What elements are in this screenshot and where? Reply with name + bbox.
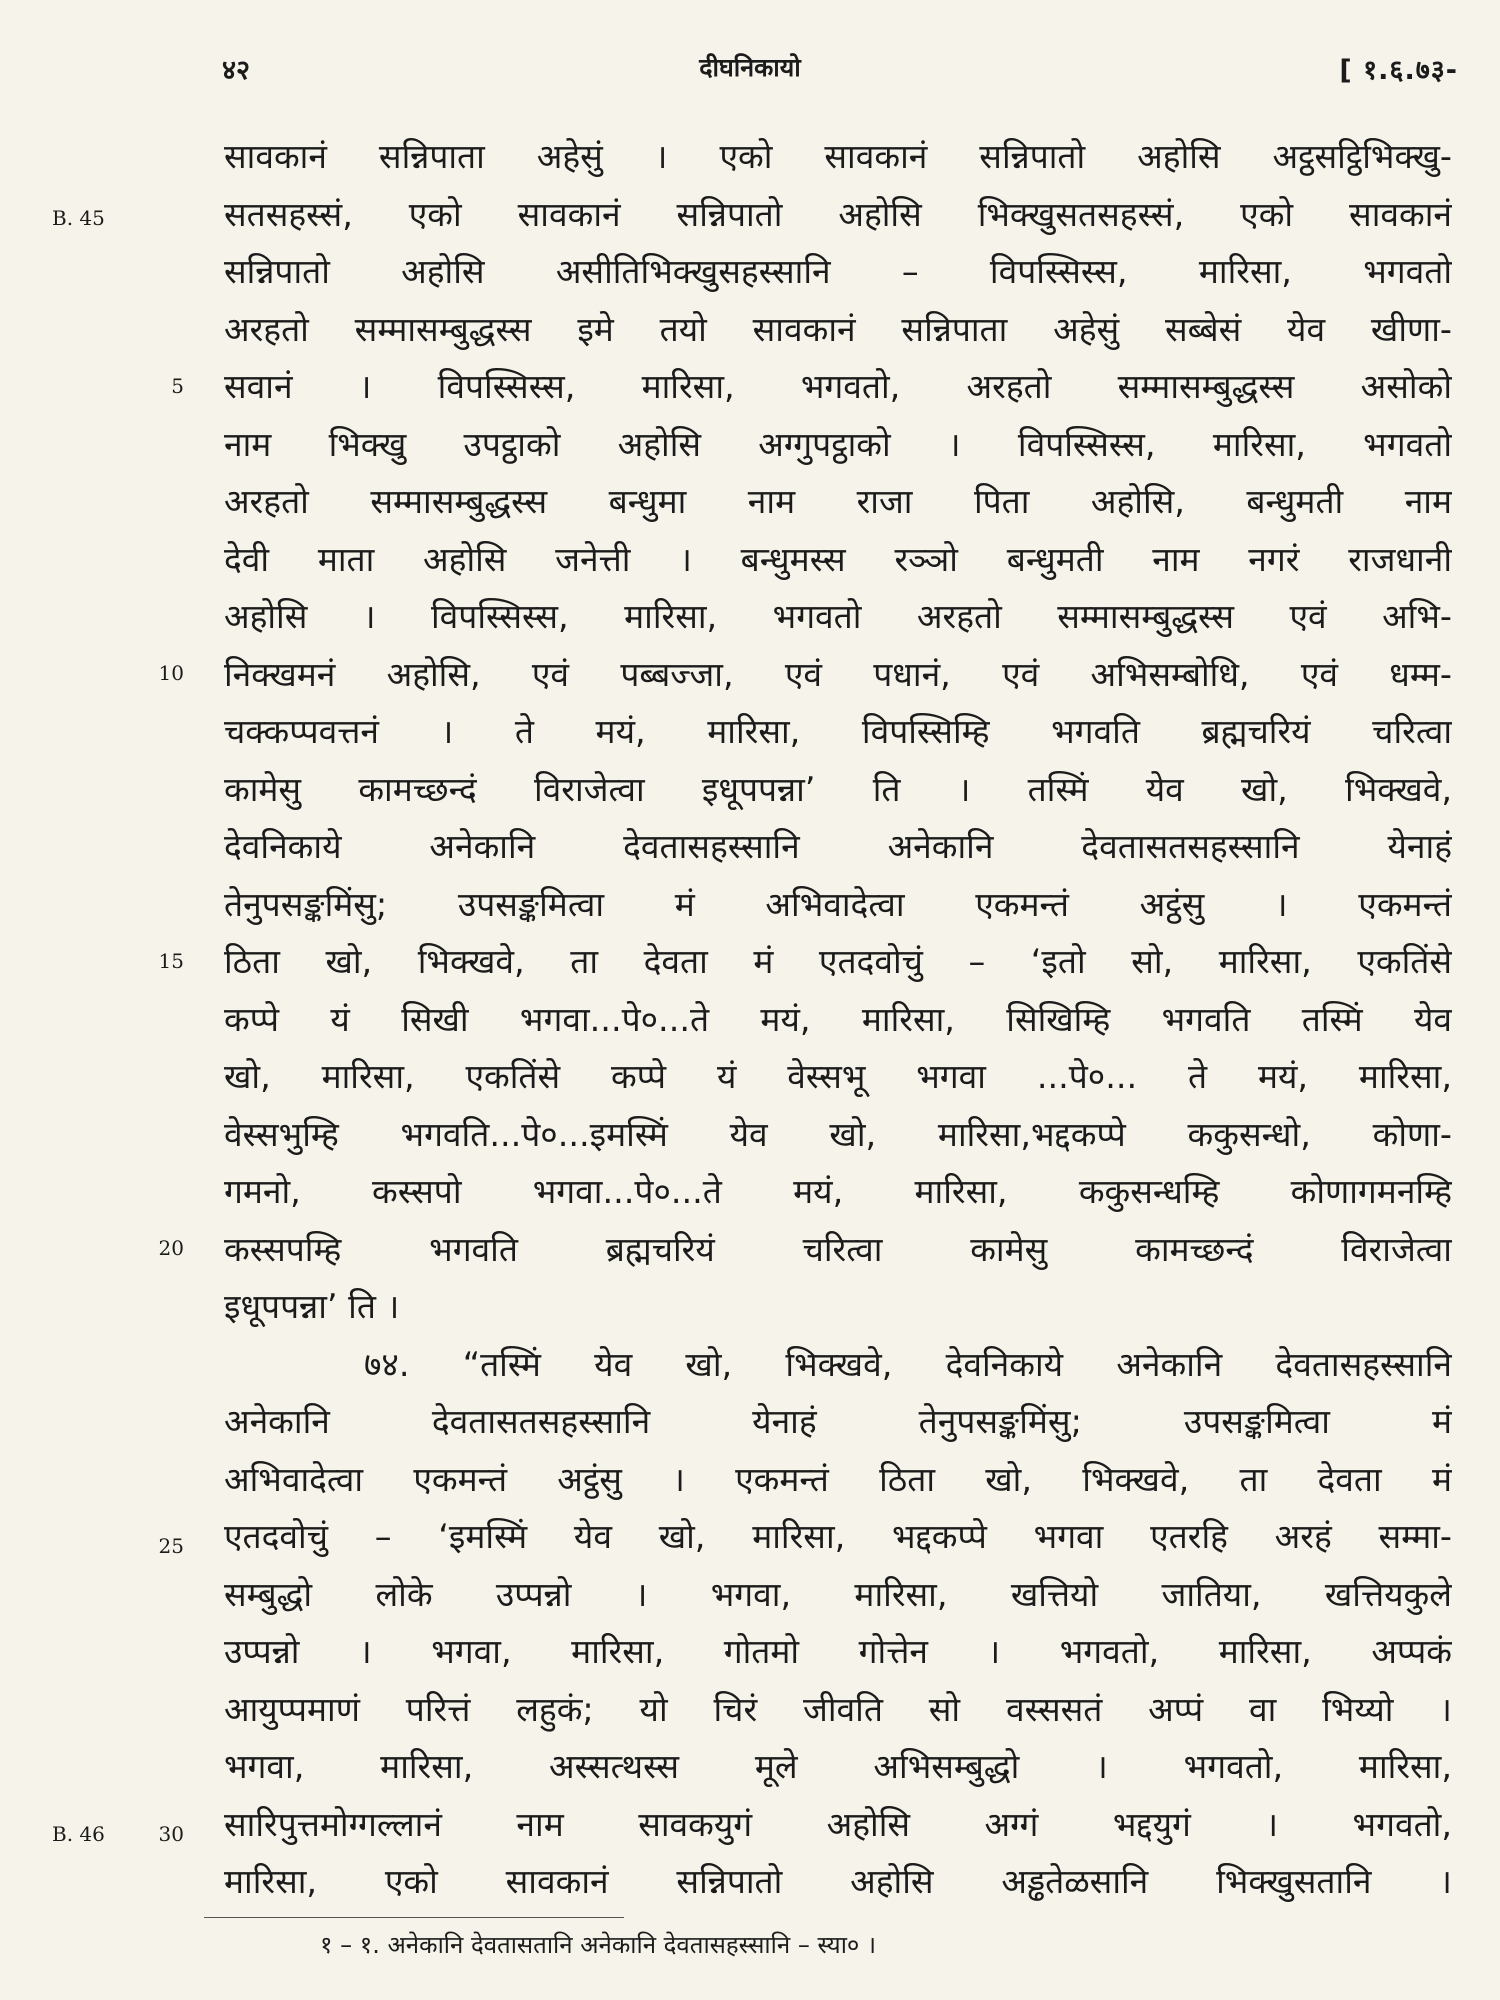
text-line: अभिवादेत्वा एकमन्तं अट्ठंसु । एकमन्तं ठिता खो, भिक्खवे, ता देवता मं — [224, 1459, 1452, 1499]
text-line: तेनुपसङ्कमिंसु; उपसङ्कमित्वा मं अभिवादेत्वा एकमन्तं अट्ठंसु । एकमन्तं — [224, 884, 1452, 924]
text-line: सम्बुद्धो लोके उप्पन्नो । भगवा, मारिसा, खत्तियो जातिया, खत्तियकुले — [224, 1574, 1452, 1614]
text-line: एतदवोचुं – ‘इमस्मिं येव खो, मारिसा, भद्दकप्पे भगवा एतरहि अरहं सम्मा- — [224, 1517, 1452, 1556]
line-number-20: 20 — [158, 1236, 184, 1260]
text-line: अनेकानि देवतासतसहस्सानि येनाहं तेनुपसङ्कमिंसु; उपसङ्कमित्वा मं — [224, 1402, 1452, 1441]
line-number-30: 30 — [158, 1822, 184, 1846]
line-number-5: 5 — [171, 374, 184, 398]
text-line: आयुप्पमाणं परित्तं लहुकं; यो चिरं जीवति सो वस्ससतं अप्पं वा भिय्यो । — [224, 1689, 1452, 1729]
line-number-25: 25 — [158, 1534, 184, 1558]
text-line: कप्पे यं सिखी भगवा...पे०...ते मयं, मारिसा, सिखिम्हि भगवति तस्मिं येव — [224, 999, 1452, 1039]
text-line: सवानं । विपस्सिस्स, मारिसा, भगवतो, अरहतो सम्मासम्बुद्धस्स असोको — [224, 367, 1452, 406]
running-title: दीघनिकायो — [699, 53, 801, 82]
text-line: भगवा, मारिसा, अस्सत्थस्स मूले अभिसम्बुद्धो । भगवतो, मारिसा, — [224, 1747, 1452, 1786]
text-line: वेस्सभुम्हि भगवति...पे०...इमस्मिं येव खो, मारिसा,भद्दकप्पे ककुसन्धो, कोणा- — [224, 1114, 1452, 1154]
text-line: सावकानं सन्निपाता अहेसुं । एको सावकानं सन्निपातो अहोसि अट्ठसट्ठिभिक्खु- — [224, 137, 1452, 176]
text-line: सारिपुत्तमोग्गल्लानं नाम सावकयुगं अहोसि अग्गं भद्दयुगं । भगवतो, — [224, 1804, 1452, 1844]
line-number-15: 15 — [158, 949, 184, 973]
text-line: निक्खमनं अहोसि, एवं पब्बज्जा, एवं पधानं, एवं अभिसम्बोधि, एवं धम्म- — [224, 654, 1452, 694]
text-line: सतसहस्सं, एको सावकानं सन्निपातो अहोसि भिक्खुसतसहस्सं, एको सावकानं — [224, 194, 1452, 234]
footnote-rule — [204, 1917, 624, 1918]
text-line: अरहतो सम्मासम्बुद्धस्स बन्धुमा नाम राजा पिता अहोसि, बन्धुमती नाम — [224, 482, 1452, 521]
paragraph-74-start: ७४. “तस्मिं येव खो, भिक्खवे, देवनिकाये अनेकानि देवतासहस्सानि — [364, 1344, 1452, 1384]
section-reference: [ १.६.७३- — [1339, 55, 1458, 86]
body-text — [224, 128, 1452, 1911]
footnote: १ – १. अनेकानि देवतासतानि अनेकानि देवतासहस्सानि – स्या० । — [320, 1931, 877, 1959]
text-line: सन्निपातो अहोसि असीतिभिक्खुसहस्सानि – विपस्सिस्स, मारिसा, भगवतो — [224, 252, 1452, 291]
text-line: अहोसि । विपस्सिस्स, मारिसा, भगवतो अरहतो सम्मासम्बुद्धस्स एवं अभि- — [224, 597, 1452, 636]
margin-ref-b46: B. 46 — [52, 1822, 105, 1846]
text-line: अरहतो सम्मासम्बुद्धस्स इमे तयो सावकानं सन्निपाता अहेसुं सब्बेसं येव खीणा- — [224, 309, 1452, 349]
text-line: मारिसा, एको सावकानं सन्निपातो अहोसि अड्ढतेळसानि भिक्खुसतानि । — [224, 1862, 1452, 1901]
text-line: नाम भिक्खु उपट्ठाको अहोसि अग्गुपट्ठाको । विपस्सिस्स, मारिसा, भगवतो — [224, 424, 1452, 464]
text-line: चक्कप्पवत्तनं । ते मयं, मारिसा, विपस्सिम्हि भगवति ब्रह्मचरियं चरित्वा — [224, 712, 1452, 751]
text-line: ठिता खो, भिक्खवे, ता देवता मं एतदवोचुं – ‘इतो सो, मारिसा, एकतिंसे — [224, 942, 1452, 981]
text-line: कामेसु कामच्छन्दं विराजेत्वा इधूपपन्ना’ ति । तस्मिं येव खो, भिक्खवे, — [224, 769, 1452, 809]
margin-ref-b45: B. 45 — [52, 206, 105, 230]
text-line: गमनो, कस्सपो भगवा...पे०...ते मयं, मारिसा, ककुसन्धम्हि कोणागमनम्हि — [224, 1172, 1452, 1211]
text-line: देवनिकाये अनेकानि देवतासहस्सानि अनेकानि देवतासतसहस्सानि येनाहं — [224, 827, 1452, 866]
text-line: इधूपपन्ना’ ति । — [224, 1287, 400, 1326]
line-number-10: 10 — [158, 661, 184, 685]
text-line: देवी माता अहोसि जनेत्ती । बन्धुमस्स रञ्ञो बन्धुमती नाम नगरं राजधानी — [224, 539, 1452, 579]
page-number: ४२ — [222, 55, 251, 86]
text-line: खो, मारिसा, एकतिंसे कप्पे यं वेस्सभू भगवा ...पे०... ते मयं, मारिसा, — [224, 1057, 1452, 1096]
text-line: कस्सपम्हि भगवति ब्रह्मचरियं चरित्वा कामेसु कामच्छन्दं विराजेत्वा — [224, 1229, 1452, 1269]
text-line: उप्पन्नो । भगवा, मारिसा, गोतमो गोत्तेन । भगवतो, मारिसा, अप्पकं — [224, 1632, 1452, 1671]
